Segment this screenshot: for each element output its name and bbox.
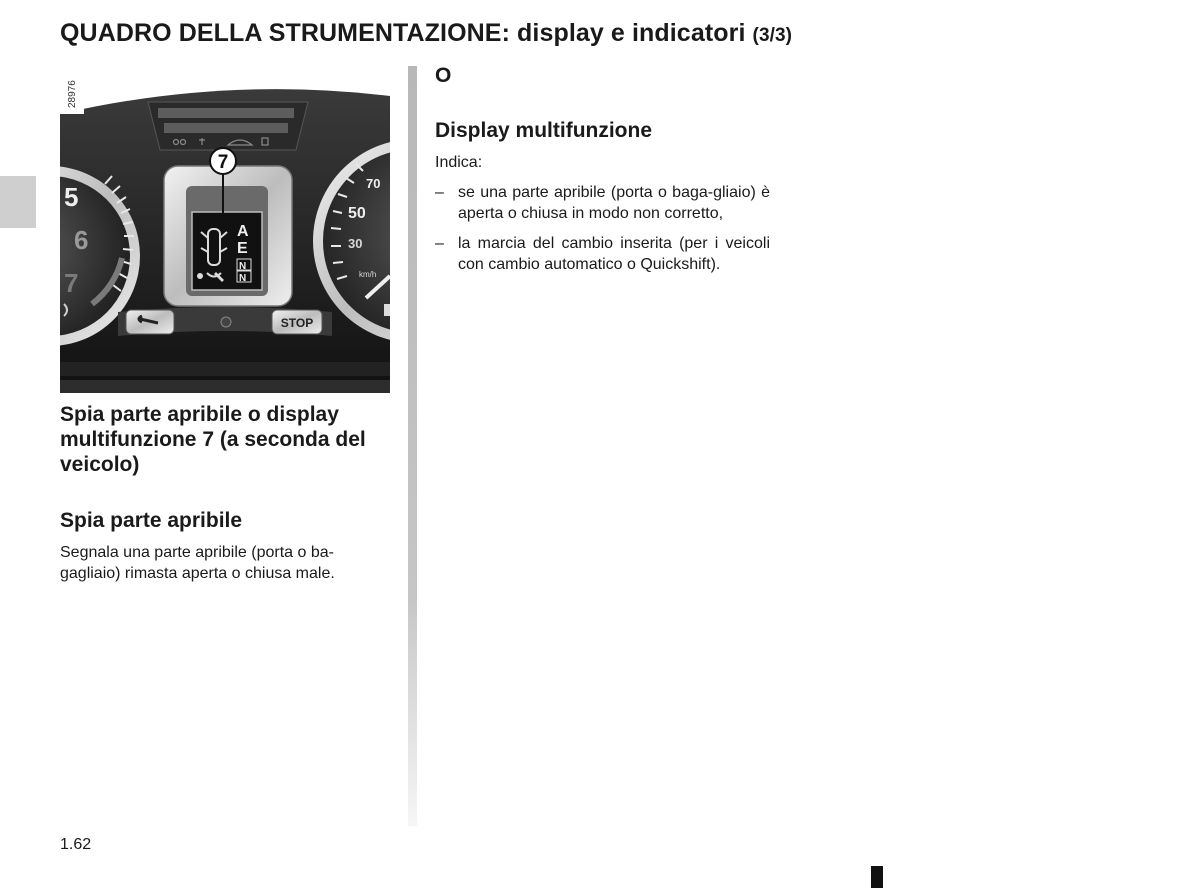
- indicator-light: [221, 317, 231, 327]
- paragraph: Segnala una parte apribile (porta o ba-gagliaio) rimasta aperta o chiusa male.: [60, 544, 335, 582]
- page-number: 1.62: [60, 836, 92, 853]
- callout-number: 7: [217, 152, 229, 173]
- tachometer-number: 5: [64, 182, 79, 212]
- instrument-cluster-figure: [60, 66, 390, 393]
- speed-unit-label: km/h: [359, 270, 377, 279]
- speedometer-number: 70: [366, 176, 381, 191]
- display-letter: N: [239, 273, 247, 284]
- page-title: QUADRO DELLA STRUMENTAZIONE: display e indicatori (3/3): [60, 19, 793, 47]
- subsection-heading: Spia parte apribile: [60, 509, 243, 532]
- list-dash: –: [435, 235, 444, 252]
- list-item-text: la marcia del cambio inserita (per i veicoli con cambio automatico o Quickshift).: [458, 235, 770, 273]
- stop-button-label: STOP: [280, 316, 314, 330]
- speedometer-number: 50: [348, 205, 366, 222]
- or-separator: O: [435, 64, 452, 87]
- display-letter: N: [239, 261, 247, 272]
- subsection-heading: Display multifunzione: [435, 119, 653, 142]
- list-item: [435, 233, 770, 275]
- section-heading: Spia parte apribile o display multifunzione 7 (a seconda del veicolo): [60, 403, 366, 476]
- instrument-cluster-illustration: [60, 66, 390, 393]
- tachometer-number: 7: [64, 268, 79, 298]
- display-letter: E: [237, 240, 248, 257]
- page-title-part: (3/3): [752, 25, 793, 46]
- figure-reference-code: 28976: [67, 80, 78, 108]
- display-letter: A: [237, 223, 249, 240]
- column-divider: [408, 66, 417, 826]
- list-item-text: se una parte apribile (porta o baga-gliaio) è aperta o chiusa in modo non corretto,: [458, 184, 770, 222]
- intro-text: Indica:: [435, 154, 483, 171]
- speedometer-number: 30: [348, 236, 363, 251]
- tachometer-number: 6: [74, 225, 89, 255]
- chapter-tab: [0, 176, 36, 228]
- list-dash: –: [435, 184, 444, 201]
- crop-mark: [871, 866, 883, 888]
- list-item: [435, 182, 770, 224]
- bullet-list: [435, 182, 770, 275]
- fuel-icon: [384, 304, 390, 316]
